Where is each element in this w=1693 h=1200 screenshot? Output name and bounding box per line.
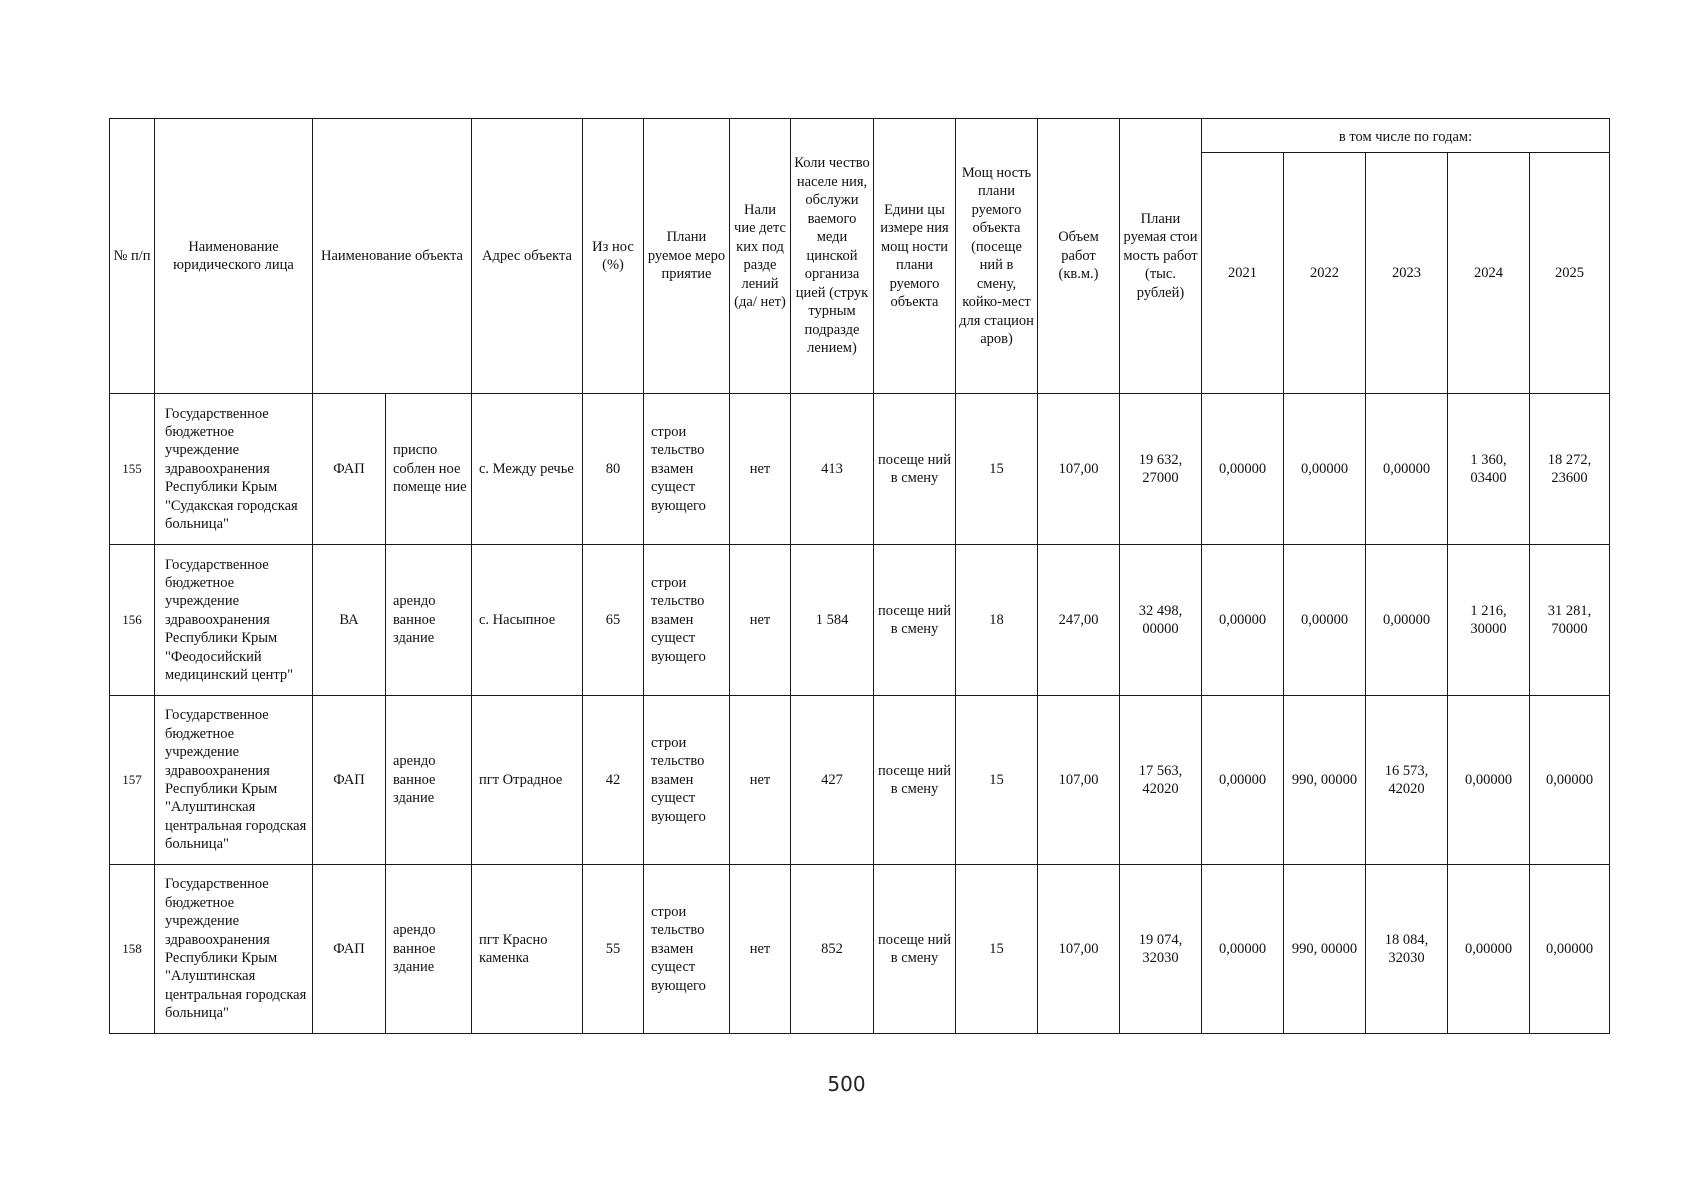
legal-entity-cell: Государственное бюджетное учреждение здравоохранения Республики Крым "Феодосийский медицинский центр" xyxy=(155,545,313,696)
population-cell: 1 584 xyxy=(791,545,874,696)
population-cell: 427 xyxy=(791,696,874,865)
capacity-cell: 18 xyxy=(956,545,1038,696)
year-2022-cell: 990, 00000 xyxy=(1284,696,1366,865)
wear-cell: 42 xyxy=(583,696,644,865)
investment-table xyxy=(109,118,1610,1034)
year-2021-cell: 0,00000 xyxy=(1202,394,1284,545)
header-object-name: Наименование объекта xyxy=(313,119,472,394)
capacity-cell: 15 xyxy=(956,696,1038,865)
header-wear: Из нос (%) xyxy=(583,119,644,394)
measure-cell: строи тельство взамен сущест вующего xyxy=(644,545,730,696)
table-row xyxy=(110,865,1610,1034)
object-kind-cell: приспо соблен ное помеще ние xyxy=(386,394,472,545)
cost-cell: 32 498, 00000 xyxy=(1120,545,1202,696)
children-cell: нет xyxy=(730,394,791,545)
header-year-2021: 2021 xyxy=(1202,153,1284,394)
measure-cell: строи тельство взамен сущест вующего xyxy=(644,394,730,545)
volume-cell: 107,00 xyxy=(1038,865,1120,1034)
header-year-2022: 2022 xyxy=(1284,153,1366,394)
table-row xyxy=(110,696,1610,865)
year-2025-cell: 18 272, 23600 xyxy=(1530,394,1610,545)
header-cost: Плани руемая стои мость работ (тыс. рублей) xyxy=(1120,119,1202,394)
header-year-2025: 2025 xyxy=(1530,153,1610,394)
table-row xyxy=(110,394,1610,545)
row-number: 158 xyxy=(110,865,155,1034)
capacity-cell: 15 xyxy=(956,865,1038,1034)
legal-entity-cell: Государственное бюджетное учреждение здравоохранения Республики Крым "Судакская городская больница" xyxy=(155,394,313,545)
year-2023-cell: 0,00000 xyxy=(1366,545,1448,696)
legal-entity-cell: Государственное бюджетное учреждение здравоохранения Республики Крым "Алуштинская центральная городская больница" xyxy=(155,696,313,865)
wear-cell: 65 xyxy=(583,545,644,696)
volume-cell: 107,00 xyxy=(1038,696,1120,865)
year-2024-cell: 1 216, 30000 xyxy=(1448,545,1530,696)
children-cell: нет xyxy=(730,696,791,865)
year-2022-cell: 990, 00000 xyxy=(1284,865,1366,1034)
children-cell: нет xyxy=(730,865,791,1034)
population-cell: 852 xyxy=(791,865,874,1034)
year-2025-cell: 0,00000 xyxy=(1530,865,1610,1034)
cost-cell: 17 563, 42020 xyxy=(1120,696,1202,865)
header-capacity-unit: Едини цы измере ния мощ ности плани руемого объекта xyxy=(874,119,956,394)
year-2023-cell: 18 084, 32030 xyxy=(1366,865,1448,1034)
wear-cell: 55 xyxy=(583,865,644,1034)
header-legal-entity: Наименование юридического лица xyxy=(155,119,313,394)
wear-cell: 80 xyxy=(583,394,644,545)
header-year-2023: 2023 xyxy=(1366,153,1448,394)
cost-cell: 19 074, 32030 xyxy=(1120,865,1202,1034)
object-kind-cell: арендо ванное здание xyxy=(386,545,472,696)
object-kind-cell: арендо ванное здание xyxy=(386,865,472,1034)
address-cell: с. Между речье xyxy=(472,394,583,545)
header-address: Адрес объекта xyxy=(472,119,583,394)
volume-cell: 247,00 xyxy=(1038,545,1120,696)
unit-cell: посеще ний в смену xyxy=(874,696,956,865)
table-row xyxy=(110,545,1610,696)
year-2021-cell: 0,00000 xyxy=(1202,696,1284,865)
object-type-cell: ФАП xyxy=(313,696,386,865)
header-year-2024: 2024 xyxy=(1448,153,1530,394)
header-population: Коли чество населе ния, обслужи ваемого меди цинской организа цией (струк турным подразде лением) xyxy=(791,119,874,394)
object-kind-cell: арендо ванное здание xyxy=(386,696,472,865)
row-number: 156 xyxy=(110,545,155,696)
year-2024-cell: 0,00000 xyxy=(1448,696,1530,865)
year-2025-cell: 31 281, 70000 xyxy=(1530,545,1610,696)
year-2023-cell: 0,00000 xyxy=(1366,394,1448,545)
children-cell: нет xyxy=(730,545,791,696)
year-2022-cell: 0,00000 xyxy=(1284,394,1366,545)
cost-cell: 19 632, 27000 xyxy=(1120,394,1202,545)
header-num: № п/п xyxy=(110,119,155,394)
address-cell: пгт Отрадное xyxy=(472,696,583,865)
object-type-cell: ВА xyxy=(313,545,386,696)
year-2023-cell: 16 573, 42020 xyxy=(1366,696,1448,865)
population-cell: 413 xyxy=(791,394,874,545)
unit-cell: посеще ний в смену xyxy=(874,394,956,545)
header-volume: Объем работ (кв.м.) xyxy=(1038,119,1120,394)
address-cell: с. Насыпное xyxy=(472,545,583,696)
measure-cell: строи тельство взамен сущест вующего xyxy=(644,696,730,865)
object-type-cell: ФАП xyxy=(313,394,386,545)
capacity-cell: 15 xyxy=(956,394,1038,545)
unit-cell: посеще ний в смену xyxy=(874,545,956,696)
header-planned-measure: Плани руемое меро приятие xyxy=(644,119,730,394)
page-number: 500 xyxy=(827,1072,866,1096)
row-number: 157 xyxy=(110,696,155,865)
year-2021-cell: 0,00000 xyxy=(1202,865,1284,1034)
row-number: 155 xyxy=(110,394,155,545)
unit-cell: посеще ний в смену xyxy=(874,865,956,1034)
year-2024-cell: 1 360, 03400 xyxy=(1448,394,1530,545)
header-years-group: в том числе по годам: xyxy=(1202,119,1610,153)
year-2021-cell: 0,00000 xyxy=(1202,545,1284,696)
year-2024-cell: 0,00000 xyxy=(1448,865,1530,1034)
year-2022-cell: 0,00000 xyxy=(1284,545,1366,696)
legal-entity-cell: Государственное бюджетное учреждение здравоохранения Республики Крым "Алуштинская центральная городская больница" xyxy=(155,865,313,1034)
volume-cell: 107,00 xyxy=(1038,394,1120,545)
header-capacity: Мощ ность плани руемого объекта (посеще ний в смену, койко-мест для стацион аров) xyxy=(956,119,1038,394)
measure-cell: строи тельство взамен сущест вующего xyxy=(644,865,730,1034)
year-2025-cell: 0,00000 xyxy=(1530,696,1610,865)
address-cell: пгт Красно каменка xyxy=(472,865,583,1034)
object-type-cell: ФАП xyxy=(313,865,386,1034)
header-children-units: Нали чие детс ких под разде лений (да/ нет) xyxy=(730,119,791,394)
